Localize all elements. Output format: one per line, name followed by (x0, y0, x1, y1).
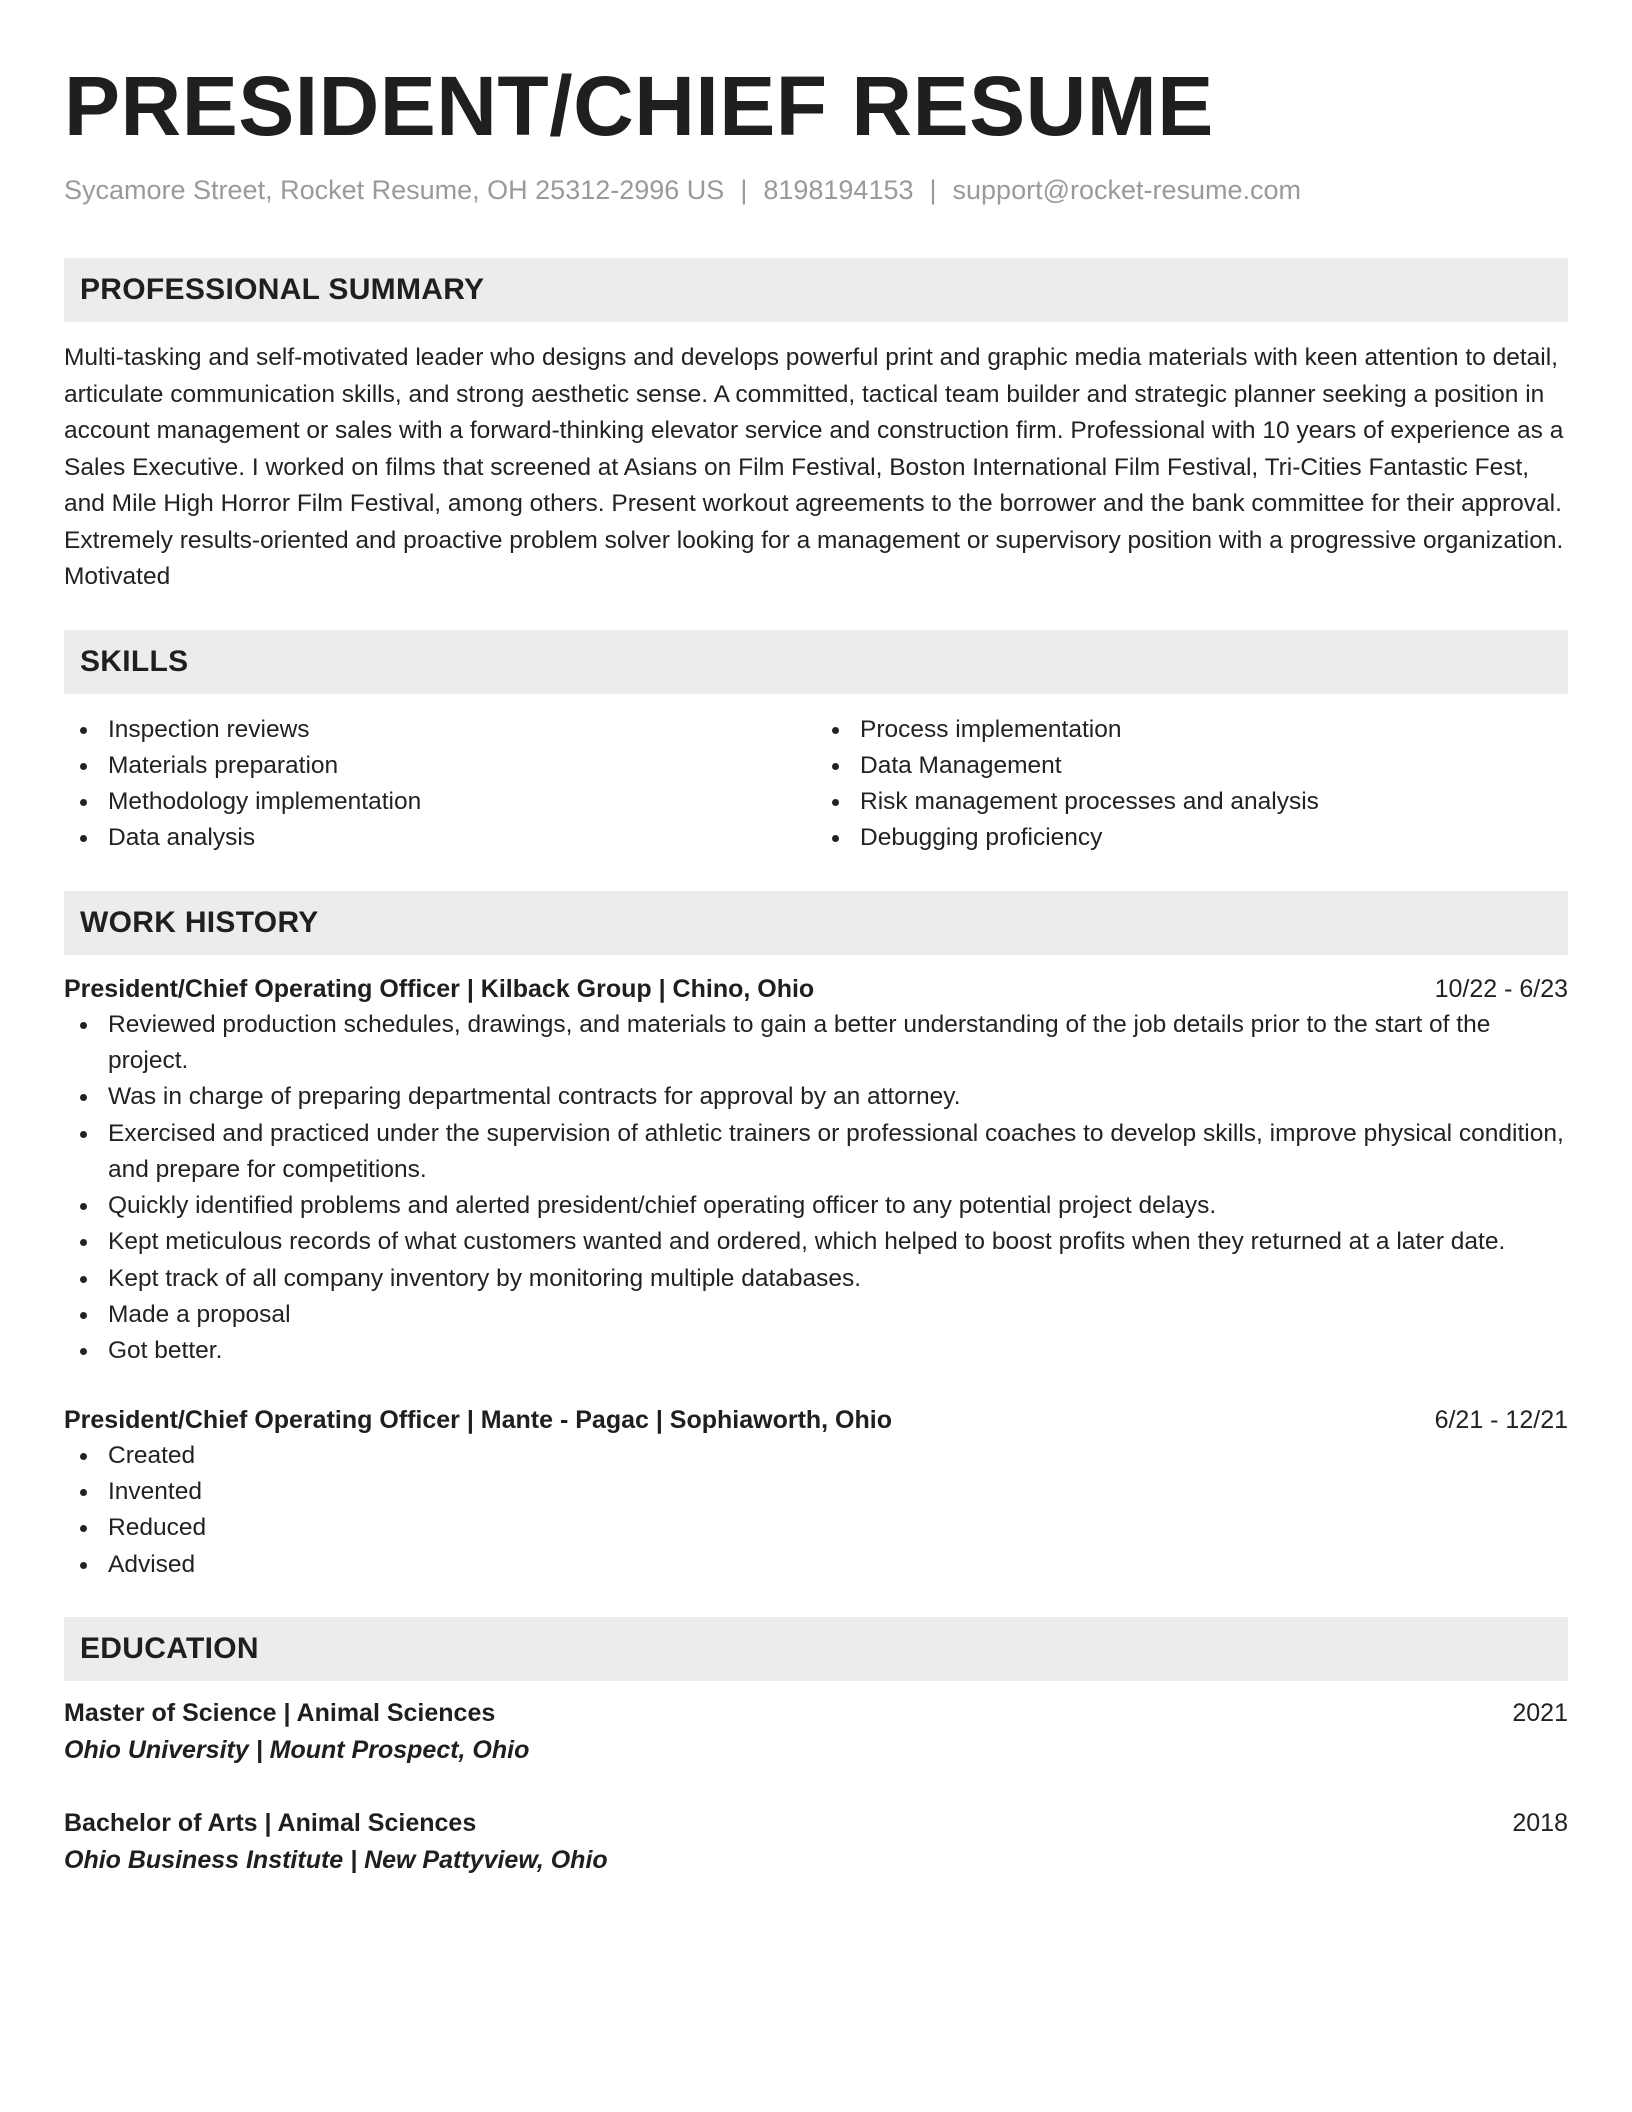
contact-address: Sycamore Street, Rocket Resume, OH 25312-2996 US (64, 175, 725, 205)
job-header (64, 1402, 1568, 1438)
skill-item: Process implementation (816, 712, 1568, 748)
contact-separator: | (929, 175, 937, 205)
contact-email: support@rocket-resume.com (952, 175, 1302, 205)
education-school: Ohio University | Mount Prospect, Ohio (64, 1735, 530, 1764)
education-heading: EDUCATION (80, 1631, 259, 1665)
skill-item: Methodology implementation (64, 784, 816, 820)
skill-item: Risk management processes and analysis (816, 784, 1568, 820)
resume-title: PRESIDENT/CHIEF RESUME (64, 59, 1214, 153)
summary-heading: PROFESSIONAL SUMMARY (80, 273, 485, 306)
summary-section-header (64, 258, 1568, 322)
job-bullet: Reviewed production schedules, drawings, and materials to gain a better understanding of the job details prior to the start of the project. (64, 1007, 1568, 1080)
skills-heading: SKILLS (80, 644, 189, 678)
job-entry (64, 1402, 1568, 1583)
skills-list (64, 712, 1568, 857)
job-bullet: Kept meticulous records of what customers wanted and ordered, which helped to boost profits when they returned at a later date. (64, 1224, 1568, 1260)
education-header (64, 1805, 1568, 1842)
job-bullet: Quickly identified problems and alerted president/chief operating officer to any potential project delays. (64, 1188, 1568, 1224)
education-year: 2018 (1512, 1808, 1568, 1837)
skill-item: Materials preparation (64, 748, 816, 784)
work-heading: WORK HISTORY (80, 905, 319, 939)
job-header (64, 971, 1568, 1007)
contact-line (64, 172, 1568, 208)
job-bullet: Created (64, 1438, 1568, 1474)
job-bullets (64, 1438, 1568, 1583)
education-degree: Bachelor of Arts | Animal Sciences (64, 1808, 477, 1837)
education-section-header (64, 1617, 1568, 1681)
job-entry (64, 971, 1568, 1370)
contact-phone: 8198194153 (763, 175, 914, 205)
skills-section-header (64, 630, 1568, 694)
job-title: President/Chief Operating Officer | Mante - Pagac | Sophiaworth, Ohio (64, 1405, 892, 1434)
summary-text: Multi-tasking and self-motivated leader who designs and develops powerful print and graphic media materials with keen attention to detail, articulate communication skills, and strong aesthetic sense. A committed, tactical team builder and strategic planner seeking a position in account management or sales with a forward-thinking elevator service and construction firm. Professional with 10 years of experience as a Sales Executive. I worked on films that screened at Asians on Film Festival, Boston International Film Festival, Tri-Cities Fantastic Fest, and Mile High Horror Film Festival, among others. Present workout agreements to the borrower and the bank committee for their approval. Extremely results-oriented and proactive problem solver looking for a management or supervisory position with a progressive organization. Motivated (64, 344, 1564, 590)
job-dates: 10/22 - 6/23 (1434, 974, 1568, 1003)
skill-item: Inspection reviews (64, 712, 816, 748)
education-entry (64, 1805, 1568, 1879)
skills-column-right (816, 712, 1568, 857)
job-bullet: Invented (64, 1474, 1568, 1510)
education-year: 2021 (1512, 1698, 1568, 1727)
work-section-header (64, 891, 1568, 955)
job-bullet: Reduced (64, 1510, 1568, 1546)
skill-item: Debugging proficiency (816, 820, 1568, 856)
education-degree: Master of Science | Animal Sciences (64, 1698, 496, 1727)
job-bullet: Was in charge of preparing departmental contracts for approval by an attorney. (64, 1079, 1568, 1115)
job-bullet: Kept track of all company inventory by monitoring multiple databases. (64, 1261, 1568, 1297)
job-bullet: Got better. (64, 1333, 1568, 1369)
job-dates: 6/21 - 12/21 (1434, 1405, 1568, 1434)
education-school: Ohio Business Institute | New Pattyview, Ohio (64, 1845, 608, 1874)
education-header (64, 1695, 1568, 1732)
job-bullet: Made a proposal (64, 1297, 1568, 1333)
skill-item: Data Management (816, 748, 1568, 784)
skill-item: Data analysis (64, 820, 816, 856)
job-bullet: Advised (64, 1547, 1568, 1583)
contact-separator: | (740, 175, 748, 205)
job-bullets (64, 1007, 1568, 1370)
skills-column-left (64, 712, 816, 857)
job-bullet: Exercised and practiced under the supervision of athletic trainers or professional coaches to develop skills, improve physical condition, and prepare for competitions. (64, 1116, 1568, 1189)
education-entry (64, 1695, 1568, 1769)
job-title: President/Chief Operating Officer | Kilback Group | Chino, Ohio (64, 974, 815, 1003)
